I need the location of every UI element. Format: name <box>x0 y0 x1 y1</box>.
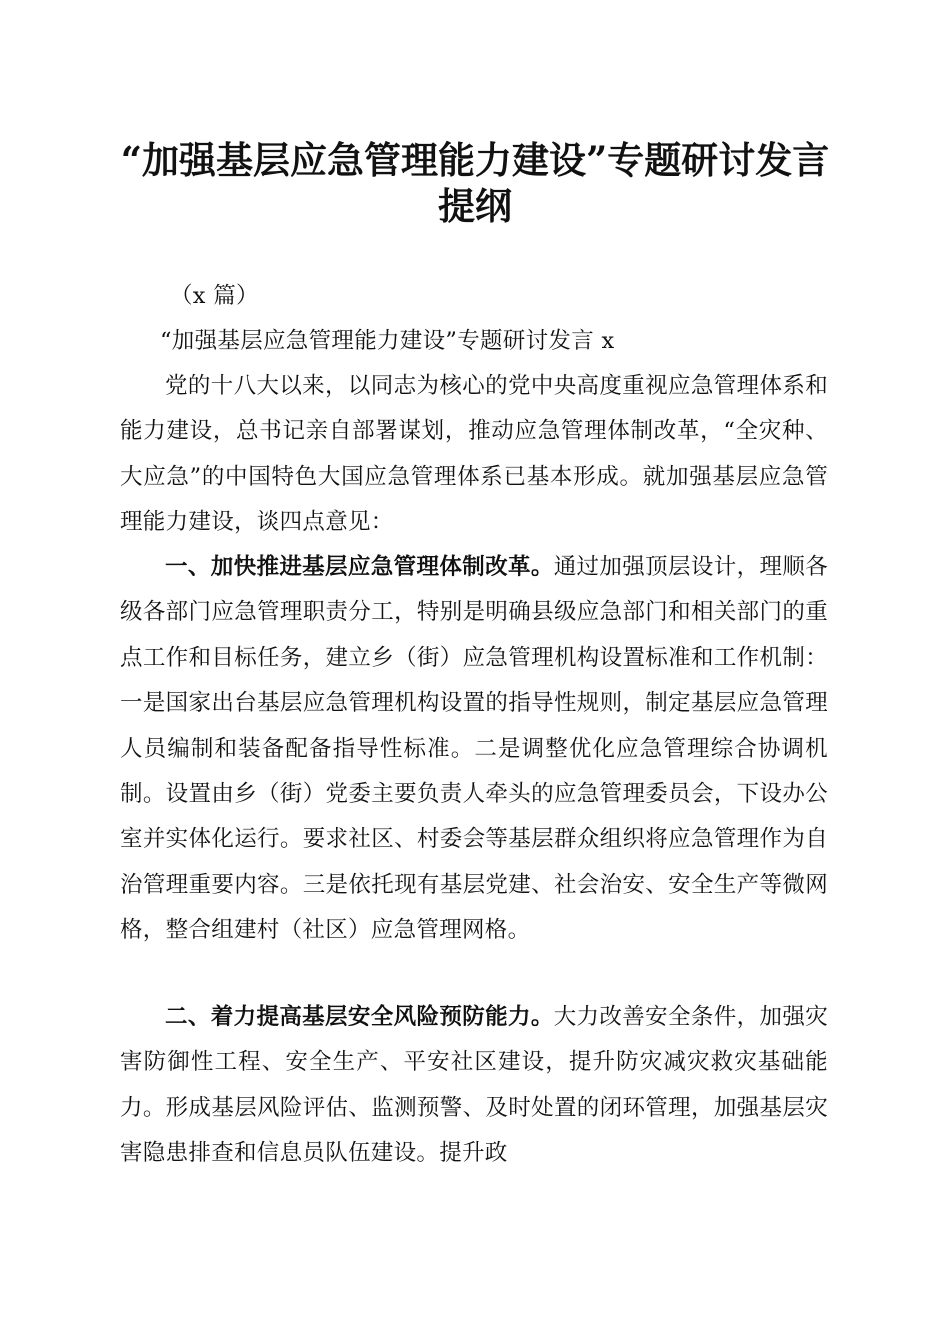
intro-paragraph: 党的十八大以来，以同志为核心的党中央高度重视应急管理体系和能力建设，总书记亲自部署谋划，推动应急管理体制改革，“全灾种、大应急”的中国特色大国应急管理体系已基本形成。就加强基层应急管理能力建设，谈四点意见： <box>120 373 828 536</box>
section-2-paragraph <box>120 995 828 1177</box>
section-1-body: 通过加强顶层设计，理顺各级各部门应急管理职责分工，特别是明确县级应急部门和相关部门的重点工作和目标任务，建立乡（街）应急管理机构设置标准和工作机制：一是国家出台基层应急管理机构设置的指导性规则，制定基层应急管理人员编制和装备配备指导性标准。二是调整优化应急管理综合协调机制。设置由乡（街）党委主要负责人牵头的应急管理委员会，下设办公室并实体化运行。要求社区、村委会等基层群众组织将应急管理作为自治管理重要内容。三是依托现有基层党建、社会治安、安全生产等微网格，整合组建村（社区）应急管理网格。 <box>120 554 828 944</box>
section-2-body: 大力改善安全条件，加强灾害防御性工程、安全生产、平安社区建设，提升防灾减灾救灾基础能力。形成基层风险评估、监测预警、及时处置的闭环管理，加强基层灾害隐患排查和信息员队伍建设。提升政 <box>120 1004 828 1167</box>
section-1-heading: 一、加快推进基层应急管理体制改革。 <box>165 554 554 580</box>
document-subtitle: （x 篇） <box>170 283 259 309</box>
section-2-heading: 二、着力提高基层安全风险预防能力。 <box>165 1004 554 1030</box>
speech-heading: “加强基层应急管理能力建设”专题研讨发言 x <box>160 328 615 354</box>
section-1-paragraph <box>120 545 828 954</box>
document-title-line-2: 提纲 <box>438 184 512 228</box>
document-title-line-1: “加强基层应急管理能力建设”专题研讨发言 <box>120 138 830 182</box>
